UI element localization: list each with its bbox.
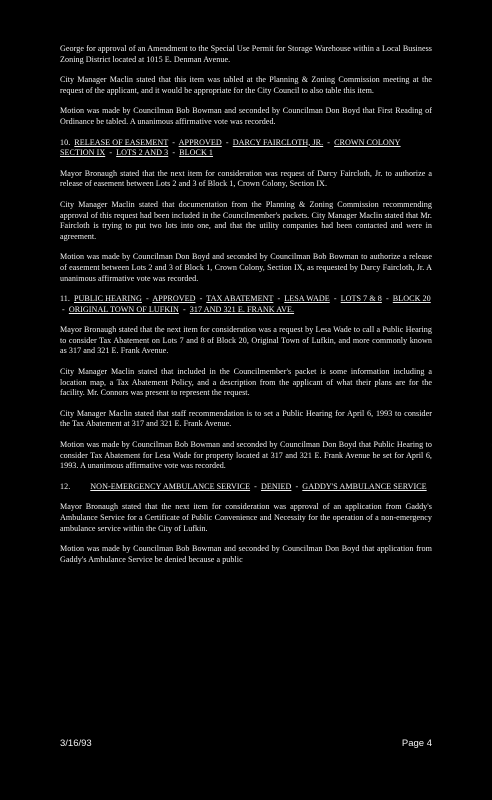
item-number: 11. — [60, 294, 70, 304]
heading-separator: - — [172, 148, 176, 158]
heading-separator: - — [333, 294, 337, 304]
heading-part: LESA WADE — [284, 294, 330, 304]
item-11-paragraph-1: Mayor Bronaugh stated that the next item for consideration was a request by Lesa Wade to call a Public Hearing to consider Tax Abatement on Lots 7 and 8 of Block 20, Original Town of Lufkin, and more commonly known as 317 and 321 E. Frank Avenue. — [60, 325, 432, 356]
heading-part: GADDY'S AMBULANCE SERVICE — [302, 481, 427, 491]
heading-part: LOTS 2 AND 3 — [116, 148, 169, 158]
item-11-paragraph-3: City Manager Maclin stated that staff recommendation is to set a Public Hearing for April 6, 1993 to consider the Tax Abatement at 317 and 321 E. Frank Avenue. — [60, 408, 432, 429]
heading-separator: - — [385, 294, 389, 304]
item-11-paragraph-2: City Manager Maclin stated that included in the Councilmember's packet is some information including a location map, a Tax Abatement Policy, and a description from the applicant of what their plans are for the facility. Mr. Connors was present to represent the request. — [60, 367, 432, 398]
heading-part: DENIED — [260, 481, 292, 491]
item-11-paragraph-4: Motion was made by Councilman Bob Bowman and seconded by Councilman Don Boyd that Public Hearing to consider Tax Abatement for Lesa Wade for property located at 317 and 321 E. Frank Avenue be set for April 6, 1993. A unanimous affirmative vote was recorded. — [60, 440, 432, 471]
heading-part: BLOCK 1 — [179, 148, 214, 158]
item-number: 12. — [60, 481, 71, 491]
intro-paragraph-1: George for approval of an Amendment to the Special Use Permit for Storage Warehouse within a Local Business Zoning District located at 1015 E. Denman Avenue. — [60, 44, 432, 64]
heading-separator: - — [62, 304, 65, 314]
page-number: Page 4 — [401, 738, 432, 749]
heading-part: NON-EMERGENCY AMBULANCE SERVICE — [90, 481, 251, 491]
heading-part: BLOCK 20 — [392, 294, 431, 304]
heading-part: LOTS 7 & 8 — [340, 294, 382, 304]
heading-separator: - — [254, 481, 257, 491]
heading-part: RELEASE OF EASEMENT — [74, 137, 169, 147]
item-number: 10. — [60, 137, 71, 147]
item-10-paragraph-1: Mayor Bronaugh stated that the next item for consideration was request of Darcy Faircloth, Jr. to authorize a release of easement between Lots 2 and 3 of Block 1, Crown Colony, Section IX. — [60, 168, 432, 189]
heading-separator: - — [182, 304, 186, 314]
heading-part: 317 AND 321 E. FRANK AVE. — [189, 304, 295, 314]
heading-separator: - — [145, 294, 149, 304]
intro-paragraph-2: City Manager Maclin stated that this item was tabled at the Planning & Zoning Commission meeting at the request of the applicant, and it would be appropriate for the City Council to also table this item. — [60, 75, 432, 95]
item-10-paragraph-3: Motion was made by Councilman Don Boyd and seconded by Councilman Bob Bowman to authorize a release of easement between Lots 2 and 3 of Block 1, Crown Colony, Section IX, as requested by Darcy Faircloth, Jr. A unanimous affirmative vote was recorded. — [60, 252, 432, 283]
heading-part: CROWN COLONY SECTION IX — [60, 137, 401, 158]
heading-part: PUBLIC HEARING — [73, 294, 142, 304]
item-12-paragraph-2: Motion was made by Councilman Bob Bowman and seconded by Councilman Don Boyd that application from Gaddy's Ambulance Service be denied because a public — [60, 544, 432, 564]
heading-part: APPROVED — [152, 294, 196, 304]
heading-separator: - — [172, 137, 175, 147]
item-11-heading — [60, 294, 432, 315]
heading-separator: - — [327, 137, 331, 147]
item-12-paragraph-1: Mayor Bronaugh stated that the next item for consideration was approval of an application from Gaddy's Ambulance Service for a Certificate of Public Convenience and Necessity for the operation of a non-emergency ambulance service within the City of Lufkin. — [60, 502, 432, 533]
heading-part: DARCY FAIRCLOTH, JR. — [232, 137, 324, 147]
minutes-body — [60, 44, 432, 575]
item-12-heading — [60, 482, 432, 493]
footer-date: 3/16/93 — [60, 738, 92, 749]
item-10-heading — [60, 138, 432, 159]
heading-separator: - — [109, 148, 113, 158]
item-10-paragraph-2: City Manager Maclin stated that documentation from the Planning & Zoning Commission recommending approval of this request had been included in the Councilmember's packets. City Manager Maclin stated that Mr. Faircloth is trying to put two lots into one, and that the utility companies had been contacted and were in agreement. — [60, 199, 432, 241]
heading-separator: - — [277, 294, 281, 304]
heading-separator: - — [225, 137, 229, 147]
intro-paragraph-3: Motion was made by Councilman Bob Bowman and seconded by Councilman Don Boyd that First Reading of Ordinance be tabled. A unanimous affirmative vote was recorded. — [60, 106, 432, 126]
heading-separator: - — [199, 294, 203, 304]
heading-part: TAX ABATEMENT — [206, 294, 274, 304]
heading-separator: - — [295, 481, 299, 491]
heading-part: ORIGINAL TOWN OF LUFKIN — [68, 304, 179, 314]
heading-part: APPROVED — [178, 137, 222, 147]
